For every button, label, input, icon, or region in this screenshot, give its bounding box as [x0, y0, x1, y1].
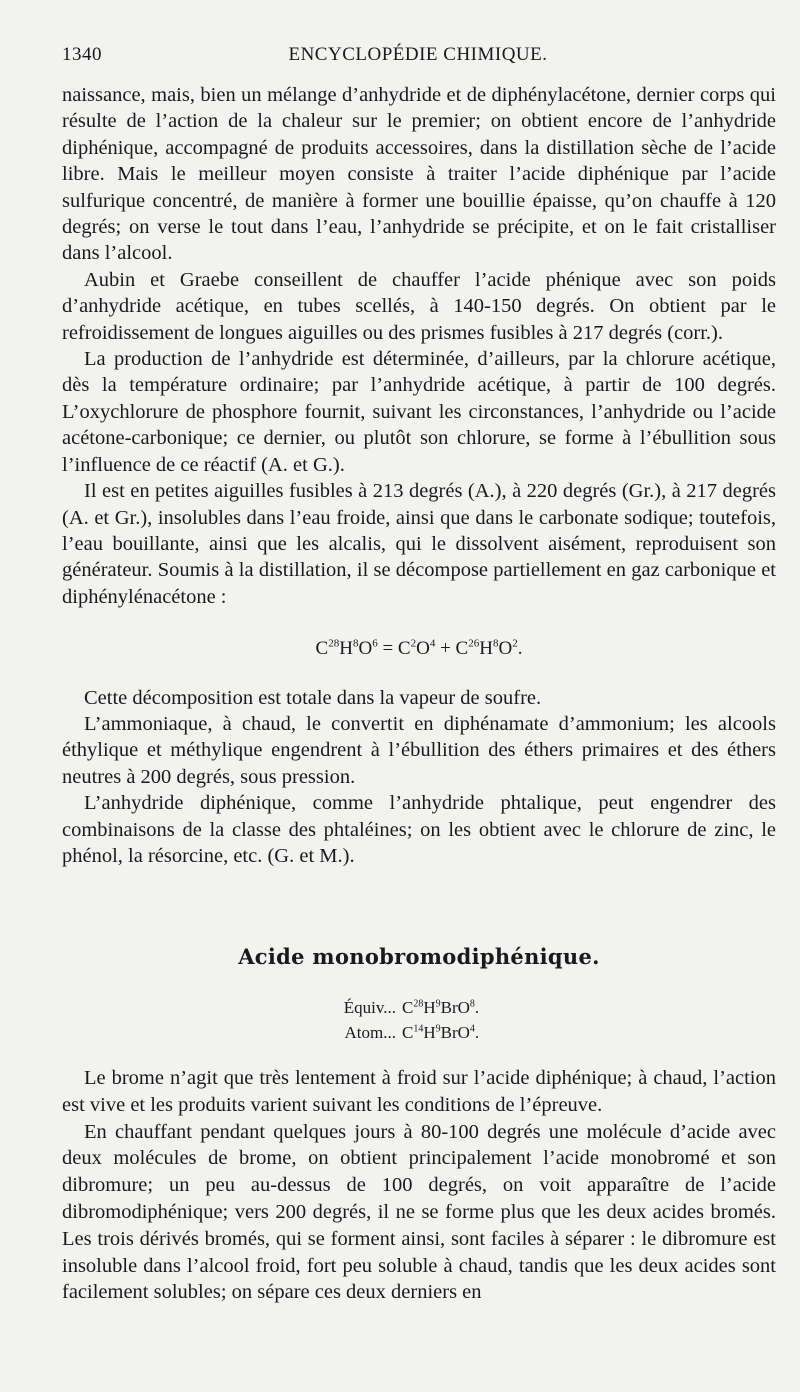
atom-formula: $C^{14}H^9BrO^4$.: [402, 1023, 480, 1042]
paragraph: La production de l’anhydride est déterminée, d’ailleurs, par la chlorure acétique, dès la température ordinaire; par l’anhydride acétique, à partir de 100 degrés. L’oxychlorure de phosphore fournit, suivant les circonstances, l’anhydride ou l’acide acétone-carbonique; ce dernier, ou plutôt son chlorure, se forme à l’ébullition sous l’influence de ce réactif (A. et G.).: [62, 348, 776, 476]
paragraph: naissance, mais, bien un mélange d’anhydride et de diphénylacétone, dernier corps qui résulte de l’action de la chaleur sur le premier; on obtient encore de l’anhydride diphénique, accompagné de produits accessoires, dans la distillation sèche de l’acide libre. Mais le meilleur moyen consiste à traiter l’acide diphénique par l’acide sulfurique concentré, de manière à former une bouillie épaisse, qu’on chauffe à 120 degrés; on verse le tout dans l’eau, l’anhydride se précipite, et on le fait cristalliser dans l’alcool.: [62, 84, 776, 265]
equiv-label: Équiv...: [343, 998, 396, 1017]
paragraph: L’anhydride diphénique, comme l’anhydride phtalique, peut engendrer des combinaisons de la classe des phtaléines; on les obtient avec le chlorure de zinc, le phénol, la résorcine, etc. (G. et M.).: [62, 792, 776, 867]
main-text: [62, 82, 776, 869]
paragraph: L’ammoniaque, à chaud, le convertit en diphénamate d’ammonium; les alcools éthylique et méthylique engendrent à l’ébullition des éthers primaires et des éthers neutres à 200 degrés, sous pression.: [62, 712, 776, 788]
running-title: ENCYCLOPÉDIE CHIMIQUE.: [288, 44, 548, 65]
running-header: [62, 44, 774, 70]
paragraph: En chauffant pendant quelques jours à 80-100 degrés une molécule d’acide avec deux molécules de brome, on obtient principalement l’acide monobromé et son dibromure; un peu au-dessus de 100 degrés, on voit apparaître de l’acide dibromodiphénique; vers 200 degrés, il ne se forme plus que les deux acides bromés. Les trois dérivés bromés, qui se forment ainsi, sont faciles à séparer : le dibromure est insoluble dans l’alcool froid, fort peu soluble à chaud, tandis que les deux acides sont facilement solubles; on sépare ces deux derniers en: [62, 1120, 776, 1304]
formula-block: [62, 995, 776, 1045]
page-number: 1340: [62, 44, 102, 65]
section-title: Acide monobromodiphénique.: [238, 944, 600, 969]
section-monobromodiphenique: [62, 944, 776, 1306]
atom-row: [62, 1020, 776, 1045]
decomposition-equation: $C^{28}H^8O^6 = C^2O^4 + C^{26}H^8O^2$.: [315, 637, 523, 660]
paragraph: Le brome n’agit que très lentement à froid sur l’acide diphénique; à chaud, l’action est vive et les produits varient suivant les conditions de l’épreuve.: [62, 1067, 776, 1116]
section-body: [62, 1065, 776, 1306]
paragraph: Aubin et Graebe conseillent de chauffer l’acide phénique avec son poids d’anhydride acétique, en tubes scellés, à 140-150 degrés. On obtient par le refroidissement de longues aiguilles ou des prismes fusibles à 217 degrés (corr.).: [62, 268, 776, 344]
atom-label: Atom...: [344, 1023, 396, 1042]
paragraph: Il est en petites aiguilles fusibles à 213 degrés (A.), à 220 degrés (Gr.), à 217 degrés (A. et Gr.), insolubles dans l’eau froide, ainsi que dans le carbonate sodique; toutefois, l’eau bouillante, ainsi que les alcalis, qui le dissolvent aisément, reproduisent son générateur. Soumis à la distillation, il se décompose partiellement en gaz carbonique et diphénylénacétone :: [62, 480, 776, 608]
paragraph: Cette décomposition est totale dans la vapeur de soufre.: [84, 686, 542, 709]
equiv-row: [62, 995, 776, 1020]
equiv-formula: $C^{28}H^9BrO^8$.: [402, 998, 480, 1017]
